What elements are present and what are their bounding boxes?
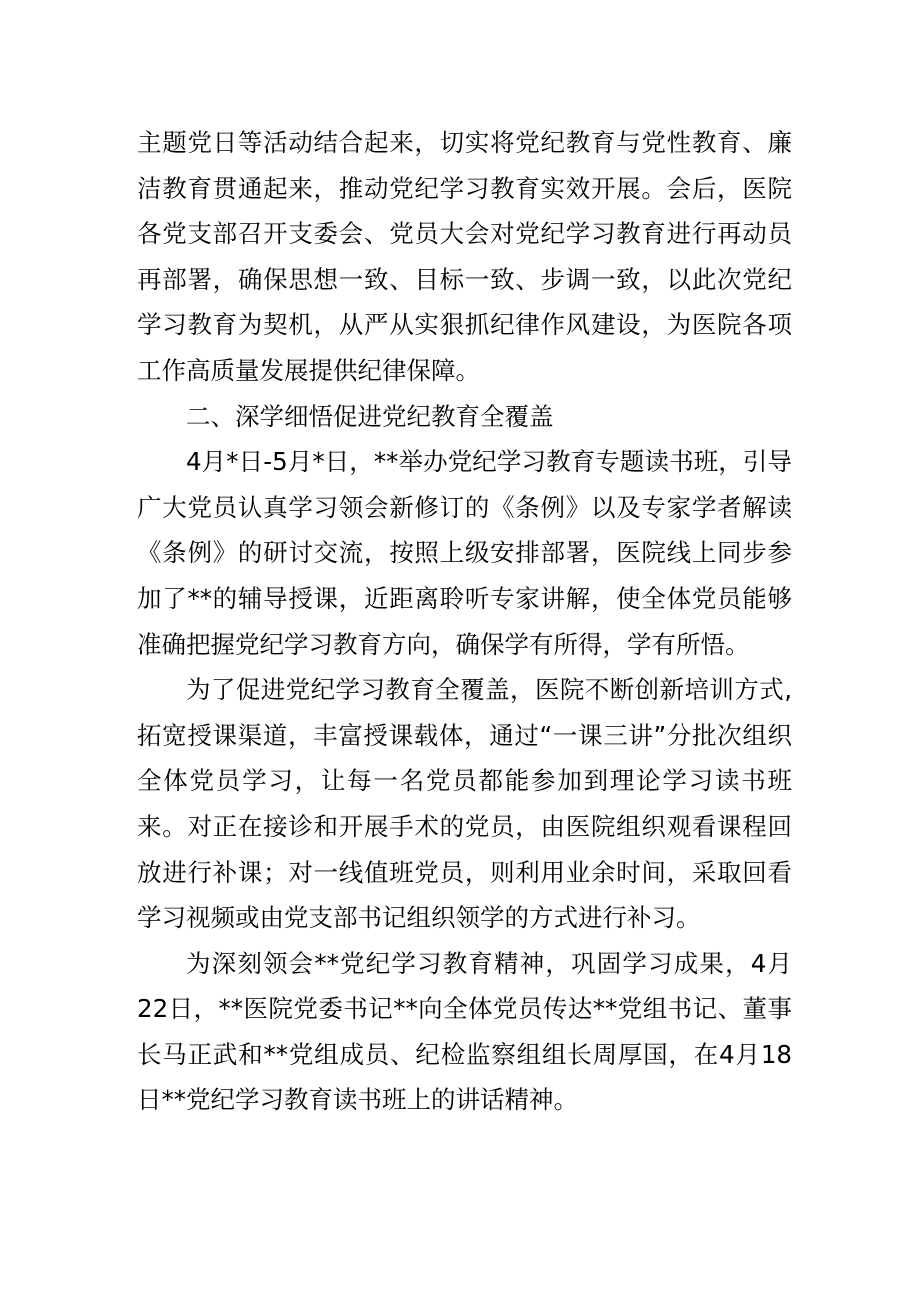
paragraph-full-coverage: 为了促进党纪学习教育全覆盖，医院不断创新培训方式,拓宽授课渠道，丰富授课载体，通过“一课三讲”分批次组织全体党员学习，让每一名党员都能参加到理论学习读书班来。对正在接诊和开展手术的党员，由医院组织观看课程回放进行补课；对一线值班党员，则利用业余时间，采取回看学习视频或由党支部书记组织领学的方式进行补习。 [137, 675, 792, 933]
paragraph-continuation: 主题党日等活动结合起来，切实将党纪教育与党性教育、廉洁教育贯通起来，推动党纪学习教育实效开展。会后，医院各党支部召开支委会、党员大会对党纪学习教育进行再动员再部署，确保思想一致、目标一致、步调一致，以此次党纪学习教育为契机，从严从实狠抓纪律作风建设，为医院各项工作高质量发展提供纪律保障。 [137, 128, 792, 385]
paragraph-reading-class: 4月*日-5月*日，**举办党纪学习教育专题读书班，引导广大党员认真学习领会新修订的《条例》以及专家学者解读《条例》的研讨交流，按照上级安排部署，医院线上同步参加了**的辅导授课，近距离聆听专家讲解，使全体党员能够准确把握党纪学习教育方向，确保学有所得，学有所悟。 [137, 447, 792, 659]
document-body [137, 120, 792, 1123]
paragraph-spirit-conveyance: 为深刻领会**党纪学习教育精神，巩固学习成果，4月22日，**医院党委书记**向全体党员传达**党组书记、董事长马正武和**党组成员、纪检监察组组长周厚国，在4月18日**党纪学习教育读书班上的讲话精神。 [137, 948, 792, 1115]
section-heading: 二、深学细悟促进党纪教育全覆盖 [186, 401, 554, 431]
